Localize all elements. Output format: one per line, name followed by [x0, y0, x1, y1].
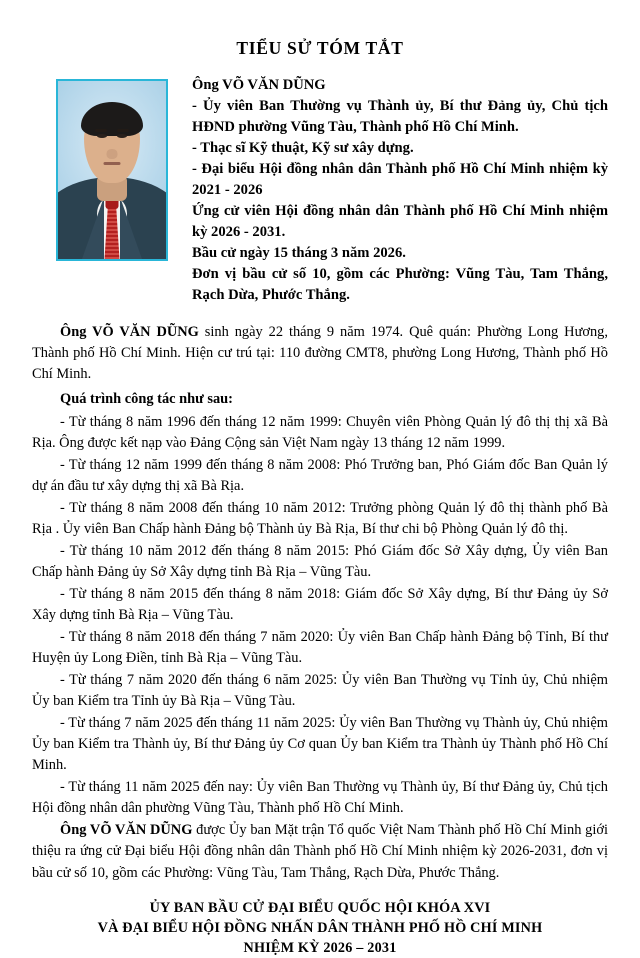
candidate-identity-block [172, 73, 608, 306]
career-entry: - Từ tháng 11 năm 2025 đến nay: Ủy viên Ban Thường vụ Thành ủy, Bí thư Đảng ủy, Chủ tịch Hội đồng nhân dân phường Vũng Tàu, Thành phố Hồ Chí Minh. [32, 779, 608, 817]
biography-body [32, 322, 608, 884]
candidate-detail-constituency: Đơn vị bầu cử số 10, gồm các Phường: Vũng Tàu, Tam Thắng, Rạch Dừa, Phước Thắng. [192, 265, 608, 303]
portrait-eyebrow-left [95, 129, 107, 132]
page-title: TIỂU SỬ TÓM TẮT [236, 38, 404, 58]
candidate-detail-education: - Thạc sĩ Kỹ thuật, Kỹ sư xây dựng. [192, 139, 414, 156]
candidate-portrait-photo [56, 79, 168, 261]
career-entry: - Từ tháng 7 năm 2025 đến tháng 11 năm 2025: Ủy viên Ban Thường vụ Thành ủy, Chủ nhiệm Ủy ban Kiểm tra Thành ủy, Bí thư Đảng ủy Cơ quan Ủy ban Kiểm tra Thành ủy Thành phố Hồ Chí Minh. [32, 715, 608, 774]
issuing-authority-footer [32, 898, 608, 958]
footer-line-2: VÀ ĐẠI BIỂU HỘI ĐỒNG NHẤN DÂN THÀNH PHỐ HỒ CHÍ MINH [97, 919, 543, 936]
portrait-lapel-right [120, 197, 142, 259]
career-entry: - Từ tháng 12 năm 1999 đến tháng 8 năm 2008: Phó Trưởng ban, Phó Giám đốc Ban Quản lý dự án đầu tư xây dựng thị xã Bà Rịa. [32, 456, 608, 494]
candidate-detail-candidacy: Ứng cử viên Hội đồng nhân dân Thành phố Hồ Chí Minh nhiệm kỳ 2026 - 2031. [192, 202, 608, 240]
career-entry: - Từ tháng 8 năm 2018 đến tháng 7 năm 2020: Ủy viên Ban Chấp hành Đảng bộ Tỉnh, Bí thư Huyện ủy Long Điền, tỉnh Bà Rịa – Vũng Tàu. [32, 629, 608, 667]
footer-line-1: ỦY BAN BẦU CỬ ĐẠI BIỂU QUỐC HỘI KHÓA XVI [149, 899, 491, 916]
candidate-name: Ông VÕ VĂN DŨNG [192, 77, 326, 93]
career-entry: - Từ tháng 8 năm 2008 đến tháng 10 năm 2012: Trưởng phòng Quản lý đô thị thành phố Bà Rịa . Ủy viên Ban Chấp hành Đảng bộ Thành ủy Bà Rịa, Bí thư chi bộ Phòng Quản lý đô thị. [32, 499, 608, 537]
footer-line-3: NHIỆM KỲ 2026 – 2031 [243, 939, 397, 956]
career-entry: - Từ tháng 8 năm 1996 đến tháng 12 năm 1999: Chuyên viên Phòng Quản lý đô thị thị xã Bà Rịa. Ông được kết nạp vào Đảng Cộng sản Việt Nam ngày 13 tháng 12 năm 1999. [32, 413, 608, 451]
career-entry: - Từ tháng 10 năm 2012 đến tháng 8 năm 2015: Phó Giám đốc Sở Xây dựng, Ủy viên Ban Chấp hành Đảng ủy Sở Xây dựng tỉnh Bà Rịa – Vũng Tàu. [32, 543, 608, 581]
biography-intro-rest: sinh ngày 22 tháng 9 năm 1974. Quê quán: Phường Long Hương, Thành phố Hồ Chí Minh. Hiện cư trú tại: 110 đường CMT8, phường Long Hương, Thành phố Hồ Chí Minh. [32, 323, 608, 382]
nomination-paragraph [32, 820, 608, 883]
portrait-mouth [104, 162, 121, 165]
career-entry: - Từ tháng 7 năm 2020 đến tháng 6 năm 2025: Ủy viên Ban Thường vụ Tỉnh ủy, Chủ nhiệm Ủy ban Kiểm tra Tỉnh ủy Bà Rịa – Vũng Tàu. [32, 672, 608, 710]
candidate-photo-container [56, 79, 172, 261]
portrait-lapel-left [82, 197, 104, 259]
career-heading: Quá trình công tác như sau: [60, 390, 233, 407]
candidate-detail-current-term: - Đại biểu Hội đồng nhân dân Thành phố Hồ Chí Minh nhiệm kỳ 2021 - 2026 [192, 160, 608, 198]
portrait-eyebrow-right [117, 129, 129, 132]
candidate-detail-position: - Ủy viên Ban Thường vụ Thành ủy, Bí thư Đảng ủy, Chủ tịch HĐND phường Vũng Tàu, Thành phố Hồ Chí Minh. [192, 97, 608, 135]
biography-intro-paragraph [32, 322, 608, 385]
biography-intro-name: Ông VÕ VĂN DŨNG [60, 323, 199, 340]
career-entry: - Từ tháng 8 năm 2015 đến tháng 8 năm 2018: Giám đốc Sở Xây dựng, Bí thư Đảng ủy Sở Xây dựng tỉnh Bà Rịa – Vũng Tàu. [32, 586, 608, 624]
candidate-detail-election-date: Bầu cử ngày 15 tháng 3 năm 2026. [192, 244, 406, 261]
portrait-nose [107, 149, 118, 159]
candidate-header [32, 73, 608, 306]
nomination-rest: được Ủy ban Mặt trận Tổ quốc Việt Nam Thành phố Hồ Chí Minh giới thiệu ra ứng cử Đại biểu Hội đồng nhân dân Thành phố Hồ Chí Minh nhiệm kỳ 2026-2031, đơn vị bầu cử số 10, gồm các Phường: Vũng Tàu, Tam Thắng, Rạch Dừa, Phước Thắng. [32, 822, 608, 881]
nomination-name: Ông VÕ VĂN DŨNG [60, 822, 193, 839]
